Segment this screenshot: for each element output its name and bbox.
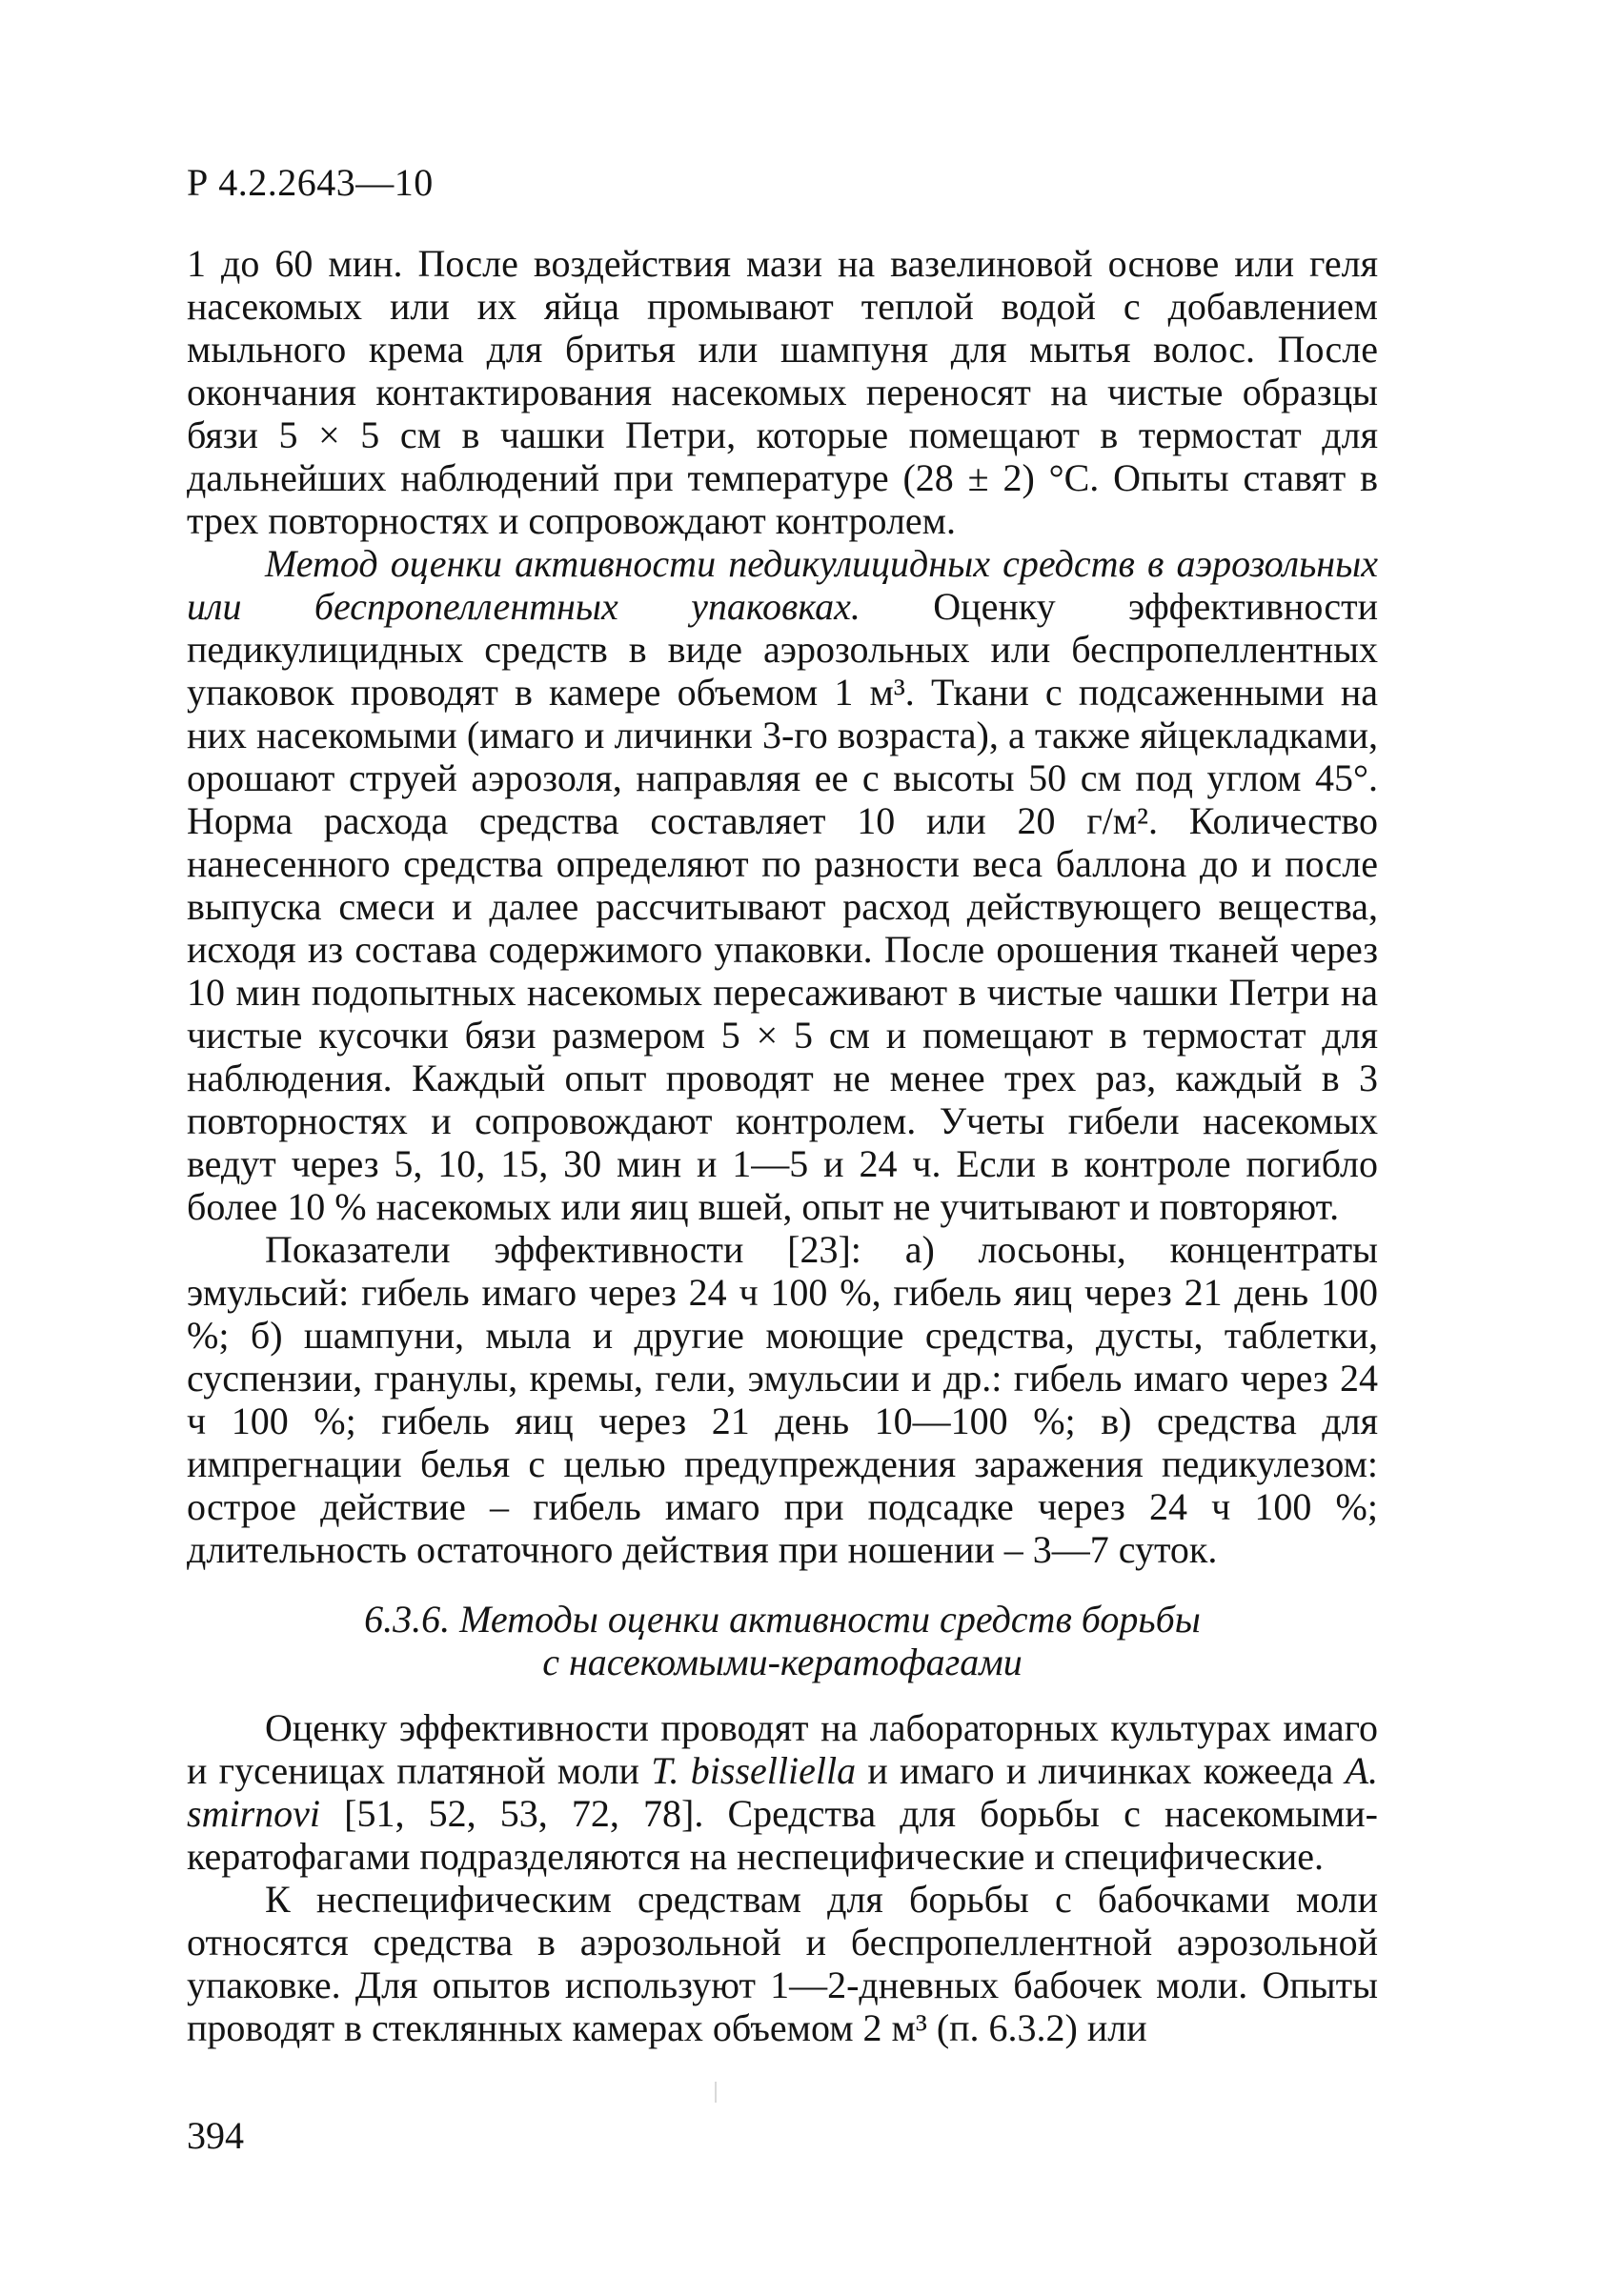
species-name-beetle: A. smirnovi bbox=[187, 1749, 1378, 1835]
aerosol-method-title: Метод оценки активности педикулицидных средств в аэрозольных или беспропеллентных упаковках. bbox=[187, 542, 1378, 628]
section-heading-line-2: с насекомыми-кератофагами bbox=[542, 1641, 1023, 1683]
paragraph-nonspecific-means: К неспецифическим средствам для борьбы с бабочками моли относятся средства в аэрозольной и беспропеллентной аэрозольной упаковке. Для опытов используют 1—2-дневных бабочек моли. Опыты проводят в стеклянных камерах объемом 2 м³ (п. 6.3.2) или bbox=[187, 1878, 1378, 2049]
keratophages-text-b: и имаго и личинках кожееда bbox=[856, 1749, 1346, 1792]
body-text bbox=[187, 242, 1378, 2049]
scan-mark bbox=[715, 2082, 717, 2103]
paragraph-keratophages-cultures bbox=[187, 1706, 1378, 1878]
paragraph-aerosol-method bbox=[187, 542, 1378, 1228]
paragraph-contact-method-end: 1 до 60 мин. После воздействия мази на вазелиновой основе или геля насекомых или их яйца промывают теплой водой с добавлением мыльного крема для бритья или шампуня для мытья волос. После окончания контактирования насекомых переносят на чистые образцы бязи 5 × 5 см в чашки Петри, которые помещают в термостат для дальнейших наблюдений при температуре (28 ± 2) °С. Опыты ставят в трех повторностях и сопровождают контролем. bbox=[187, 242, 1378, 542]
keratophages-text-c: [51, 52, 53, 72, 78]. Средства для борьбы с насекомыми-кератофагами подразделяются на неспецифические и специфические. bbox=[187, 1792, 1378, 1878]
species-name-moth: T. bisselliella bbox=[651, 1749, 857, 1792]
keratophages-text-a: Оценку эффективности проводят на лабораторных культурах имаго и гусеницах платяной моли bbox=[187, 1706, 1378, 1792]
section-heading-line-1: 6.3.6. Методы оценки активности средств борьбы bbox=[364, 1598, 1201, 1641]
section-heading bbox=[187, 1598, 1378, 1683]
paragraph-efficacy-indicators: Показатели эффективности [23]: а) лосьоны, концентраты эмульсий: гибель имаго через 24 ч 100 %, гибель яиц через 21 день 100 %; б) шампуни, мыла и другие моющие средства, дусты, таблетки, суспензии, гранулы, кремы, гели, эмульсии и др.: гибель имаго через 24 ч 100 %; гибель яиц через 21 день 10—100 %; в) средства для импрегнации белья с целью предупреждения заражения педикулезом: острое действие – гибель имаго при подсадке через 24 ч 100 %; длительность остаточного действия при ношении – 3—7 суток. bbox=[187, 1228, 1378, 1571]
page-number: 394 bbox=[187, 2114, 244, 2157]
document-code: Р 4.2.2643—10 bbox=[187, 161, 434, 204]
aerosol-method-text: Оценку эффективности педикулицидных средств в виде аэрозольных или беспропеллентных упаковок проводят в камере объемом 1 м³. Ткани с подсаженными на них насекомыми (имаго и личинки 3-го возраста), а также яйцекладками, орошают струей аэрозоля, направляя ее с высоты 50 см под углом 45°. Норма расхода средства составляет 10 или 20 г/м². Количество нанесенного средства определяют по разности веса баллона до и после выпуска смеси и далее рассчитывают расход действующего вещества, исходя из состава содержимого упаковки. После орошения тканей через 10 мин подопытных насекомых пересаживают в чистые чашки Петри на чистые кусочки бязи размером 5 × 5 см и помещают в термостат для наблюдения. Каждый опыт проводят не менее трех раз, каждый в 3 повторностях и сопровождают контролем. Учеты гибели насекомых ведут через 5, 10, 15, 30 мин и 1—5 и 24 ч. Если в контроле погибло более 10 % насекомых или яиц вшей, опыт не учитывают и повторяют. bbox=[187, 585, 1378, 1228]
